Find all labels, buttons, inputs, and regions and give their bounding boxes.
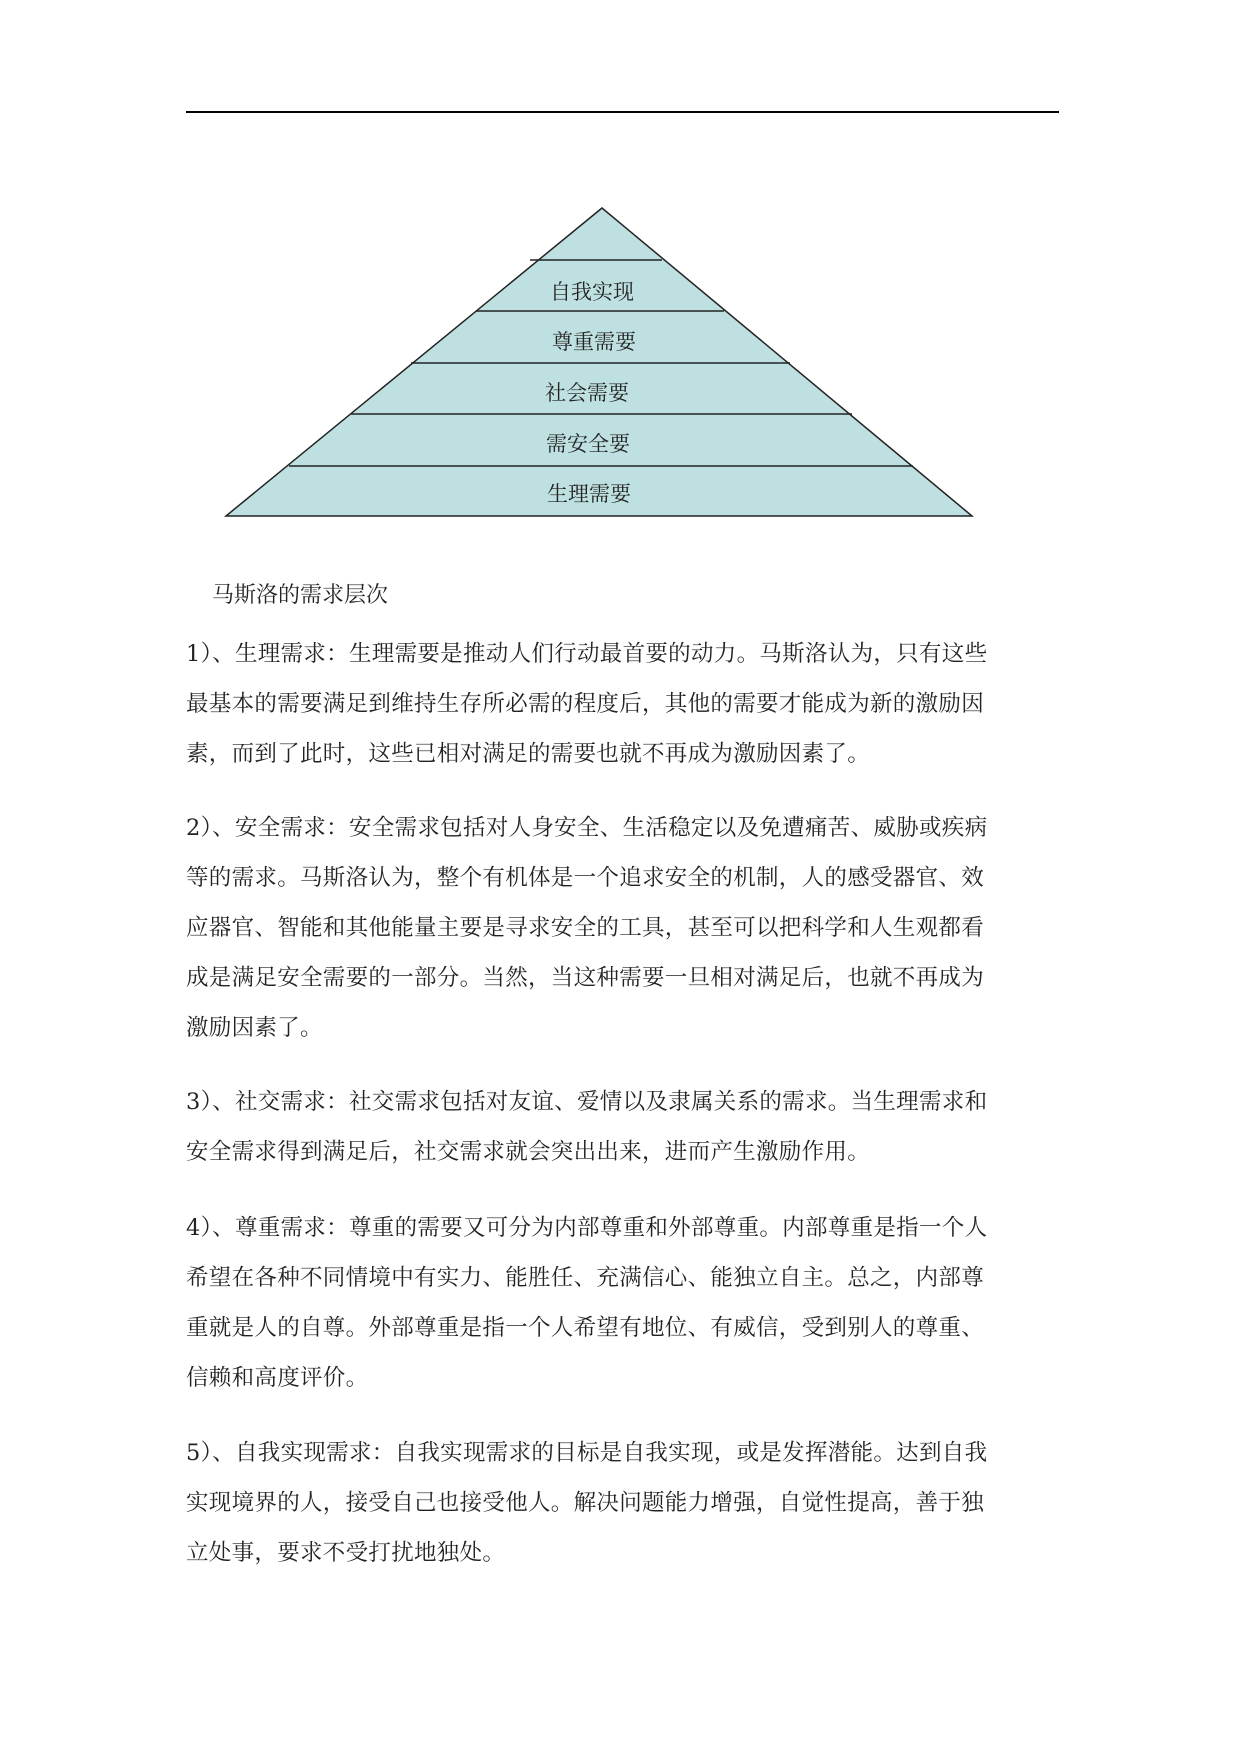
- pyramid-level-safety: 需安全要: [546, 432, 630, 456]
- text-line: 1）、生理需求：生理需要是推动人们行动最首要的动力。马斯洛认为，只有这些: [186, 641, 988, 667]
- paragraph-social: [186, 1077, 1066, 1177]
- pyramid-shape: [226, 208, 972, 516]
- text-line: 立处事，要求不受打扰地独处。: [186, 1540, 506, 1566]
- text-line: 重就是人的自尊。外部尊重是指一个人希望有地位、有威信，受到别人的尊重、: [186, 1315, 985, 1341]
- paragraph-safety: [186, 803, 1066, 1053]
- pyramid-level-esteem: 尊重需要: [552, 330, 636, 354]
- text-line: 实现境界的人，接受自己也接受他人。解决问题能力增强，自觉性提高，善于独: [186, 1490, 985, 1516]
- pyramid-level-self-actualization: 自我实现: [550, 280, 634, 304]
- figure-caption: 马斯洛的需求层次: [212, 583, 389, 608]
- text-line: 激励因素了。: [186, 1015, 323, 1041]
- text-line: 等的需求。马斯洛认为，整个有机体是一个追求安全的机制，人的感受器官、效: [186, 865, 985, 891]
- paragraph-esteem: [186, 1203, 1066, 1403]
- paragraph-physiological: [186, 629, 1066, 779]
- pyramid-level-social: 社会需要: [545, 381, 629, 405]
- text-line: 2）、安全需求：安全需求包括对人身安全、生活稳定以及免遭痛苦、威胁或疾病: [186, 815, 988, 841]
- text-line: 4）、尊重需求：尊重的需要又可分为内部尊重和外部尊重。内部尊重是指一个人: [186, 1215, 988, 1241]
- text-line: 素，而到了此时，这些已相对满足的需要也就不再成为激励因素了。: [186, 741, 871, 767]
- text-line: 3）、社交需求：社交需求包括对友谊、爱情以及隶属关系的需求。当生理需求和: [186, 1089, 988, 1115]
- paragraph-self-actualization: [186, 1428, 1066, 1578]
- text-line: 最基本的需要满足到维持生存所必需的程度后，其他的需要才能成为新的激励因: [186, 691, 985, 717]
- text-line: 安全需求得到满足后，社交需求就会突出出来，进而产生激励作用。: [186, 1139, 871, 1165]
- text-line: 应器官、智能和其他能量主要是寻求安全的工具，甚至可以把科学和人生观都看: [186, 915, 985, 941]
- maslow-pyramid-diagram: [0, 0, 1241, 540]
- text-line: 成是满足安全需要的一部分。当然，当这种需要一旦相对满足后，也就不再成为: [186, 965, 985, 991]
- pyramid-level-physiological: 生理需要: [547, 482, 631, 506]
- text-line: 希望在各种不同情境中有实力、能胜任、充满信心、能独立自主。总之，内部尊: [186, 1265, 985, 1291]
- text-line: 5）、自我实现需求：自我实现需求的目标是自我实现，或是发挥潜能。达到自我: [186, 1440, 988, 1466]
- text-line: 信赖和高度评价。: [186, 1365, 369, 1391]
